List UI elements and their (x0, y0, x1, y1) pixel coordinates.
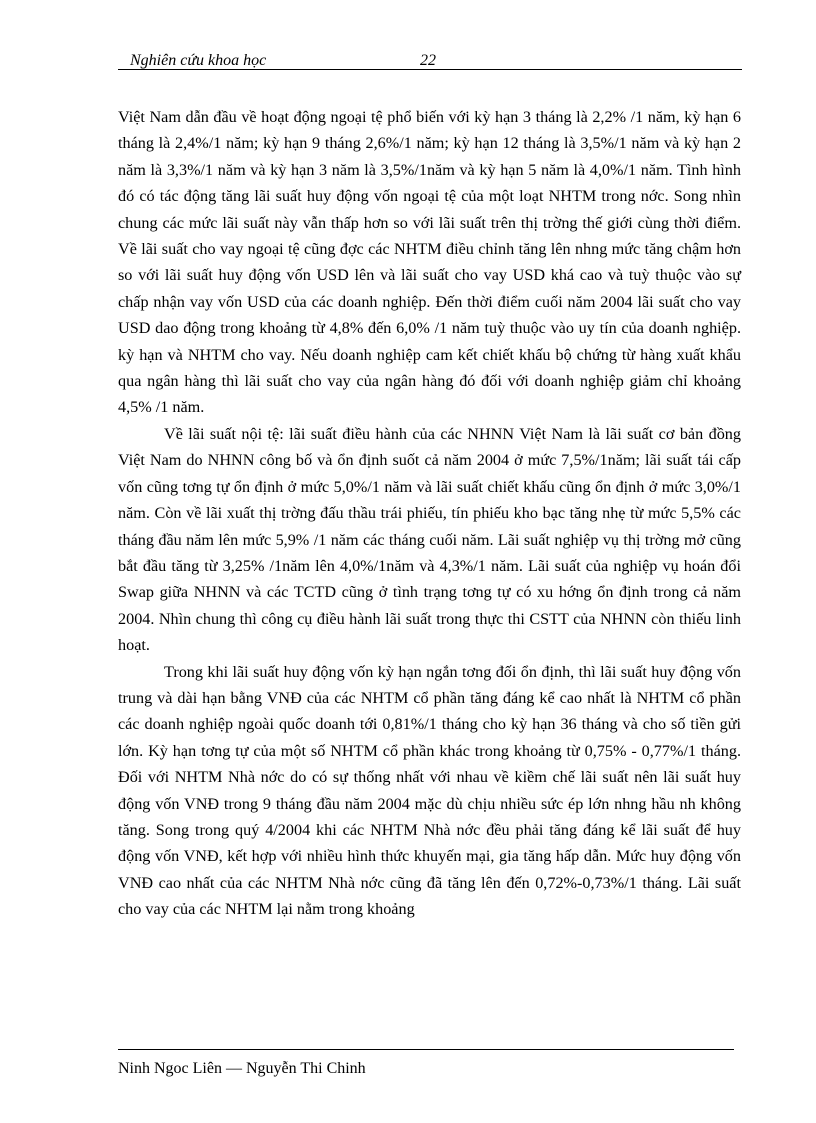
footer-authors: Ninh Ngoc Liên — Nguyễn Thi Chinh (118, 1060, 366, 1077)
paragraph-1: Việt Nam dẫn đầu về hoạt động ngoại tệ phổ biến với kỳ hạn 3 tháng là 2,2% /1 năm, kỳ hạn 6 tháng là 2,4%/1 năm; kỳ hạn 9 tháng 2,6%/1 năm; kỳ hạn 12 tháng là 3,5%/1 năm và kỳ hạn 2 năm là 3,3%/1 năm và kỳ hạn 3 năm là 3,5%/1năm và kỳ hạn 5 năm là 4,0%/1 năm. Tình hình đó có tác động tăng lãi suất huy động vốn ngoại tệ của một loạt NHTM trong nớc. Song nhìn chung các mức lãi suất này vẫn thấp hơn so với lãi suất trên thị trờng thế giới cùng thời điểm. Về lãi suất cho vay ngoại tệ cũng đợc các NHTM điều chỉnh tăng lên nhng mức tăng chậm hơn so với lãi suất huy động vốn USD lên và lãi suất cho vay USD khá cao và tuỳ thuộc vào sự chấp nhận vay vốn USD của các doanh nghiệp. Đến thời điểm cuối năm 2004 lãi suất cho vay USD dao động trong khoảng từ 4,8% đến 6,0% /1 năm tuỳ thuộc vào uy tín của doanh nghiệp. kỳ hạn và NHTM cho vay. Nếu doanh nghiệp cam kết chiết khấu bộ chứng từ hàng xuất khẩu qua ngân hàng thì lãi suất cho vay của ngân hàng đó đối với doanh nghiệp giảm chỉ khoảng 4,5% /1 năm. (118, 108, 741, 417)
header-rule (118, 69, 742, 70)
body-text (118, 104, 741, 923)
header-title: Nghiên cứu khoa học (130, 52, 267, 69)
page-number: 22 (420, 52, 436, 69)
paragraph-2: Về lãi suất nội tệ: lãi suất điều hành của các NHNN Việt Nam là lãi suất cơ bản đồng Việt Nam do NHNN công bố và ổn định suốt cả năm 2004 ở mức 7,5%/1năm; lãi suất tái cấp vốn cũng tơng tự ổn định ở mức 5,0%/1 năm và lãi suất chiết khấu cũng ổn định ở mức 3,0%/1 năm. Còn về lãi xuất thị trờng đấu thầu trái phiếu, tín phiếu kho bạc tăng nhẹ từ mức 5,5% các tháng đầu năm lên mức 5,9% /1 năm các tháng cuối năm. Lãi suất nghiệp vụ thị trờng mở cũng bắt đầu tăng từ 3,25% /1năm lên 4,0%/1năm và 4,3%/1 năm. Lãi suất của nghiệp vụ hoán đổi Swap giữa NHNN và các TCTD cũng ở tình trạng tơng tự có xu hớng ổn định trong cả năm 2004. Nhìn chung thì công cụ điều hành lãi suất trong thực thi CSTT của NHNN còn thiếu linh hoạt. (118, 424, 741, 655)
footer-rule (118, 1049, 734, 1050)
page-header (118, 52, 742, 72)
paragraph-3: Trong khi lãi suất huy động vốn kỳ hạn ngắn tơng đối ổn định, thì lãi suất huy động vốn trung và dài hạn bằng VNĐ của các NHTM cổ phần tăng đáng kể cao nhất là NHTM cổ phần các doanh nghiệp ngoài quốc doanh tới 0,81%/1 tháng cho kỳ hạn 36 tháng và cho số tiền gửi lớn. Kỳ hạn tơng tự của một số NHTM cổ phần khác trong khoảng từ 0,75% - 0,77%/1 tháng. Đối với NHTM Nhà nớc do có sự thống nhất với nhau về kiềm chế lãi suất nên lãi suất huy động vốn VNĐ trong 9 tháng đầu năm 2004 mặc dù chịu nhiều sức ép lớn nhng hầu nh không tăng. Song trong quý 4/2004 khi các NHTM Nhà nớc đều phải tăng đáng kể lãi suất để huy động vốn VNĐ, kết hợp với nhiều hình thức khuyến mại, gia tăng hấp dẫn. Mức huy động vốn VNĐ cao nhất của các NHTM Nhà nớc cũng đã tăng lên đến 0,72%-0,73%/1 tháng. Lãi suất cho vay của các NHTM lại nằm trong khoảng (118, 662, 741, 919)
